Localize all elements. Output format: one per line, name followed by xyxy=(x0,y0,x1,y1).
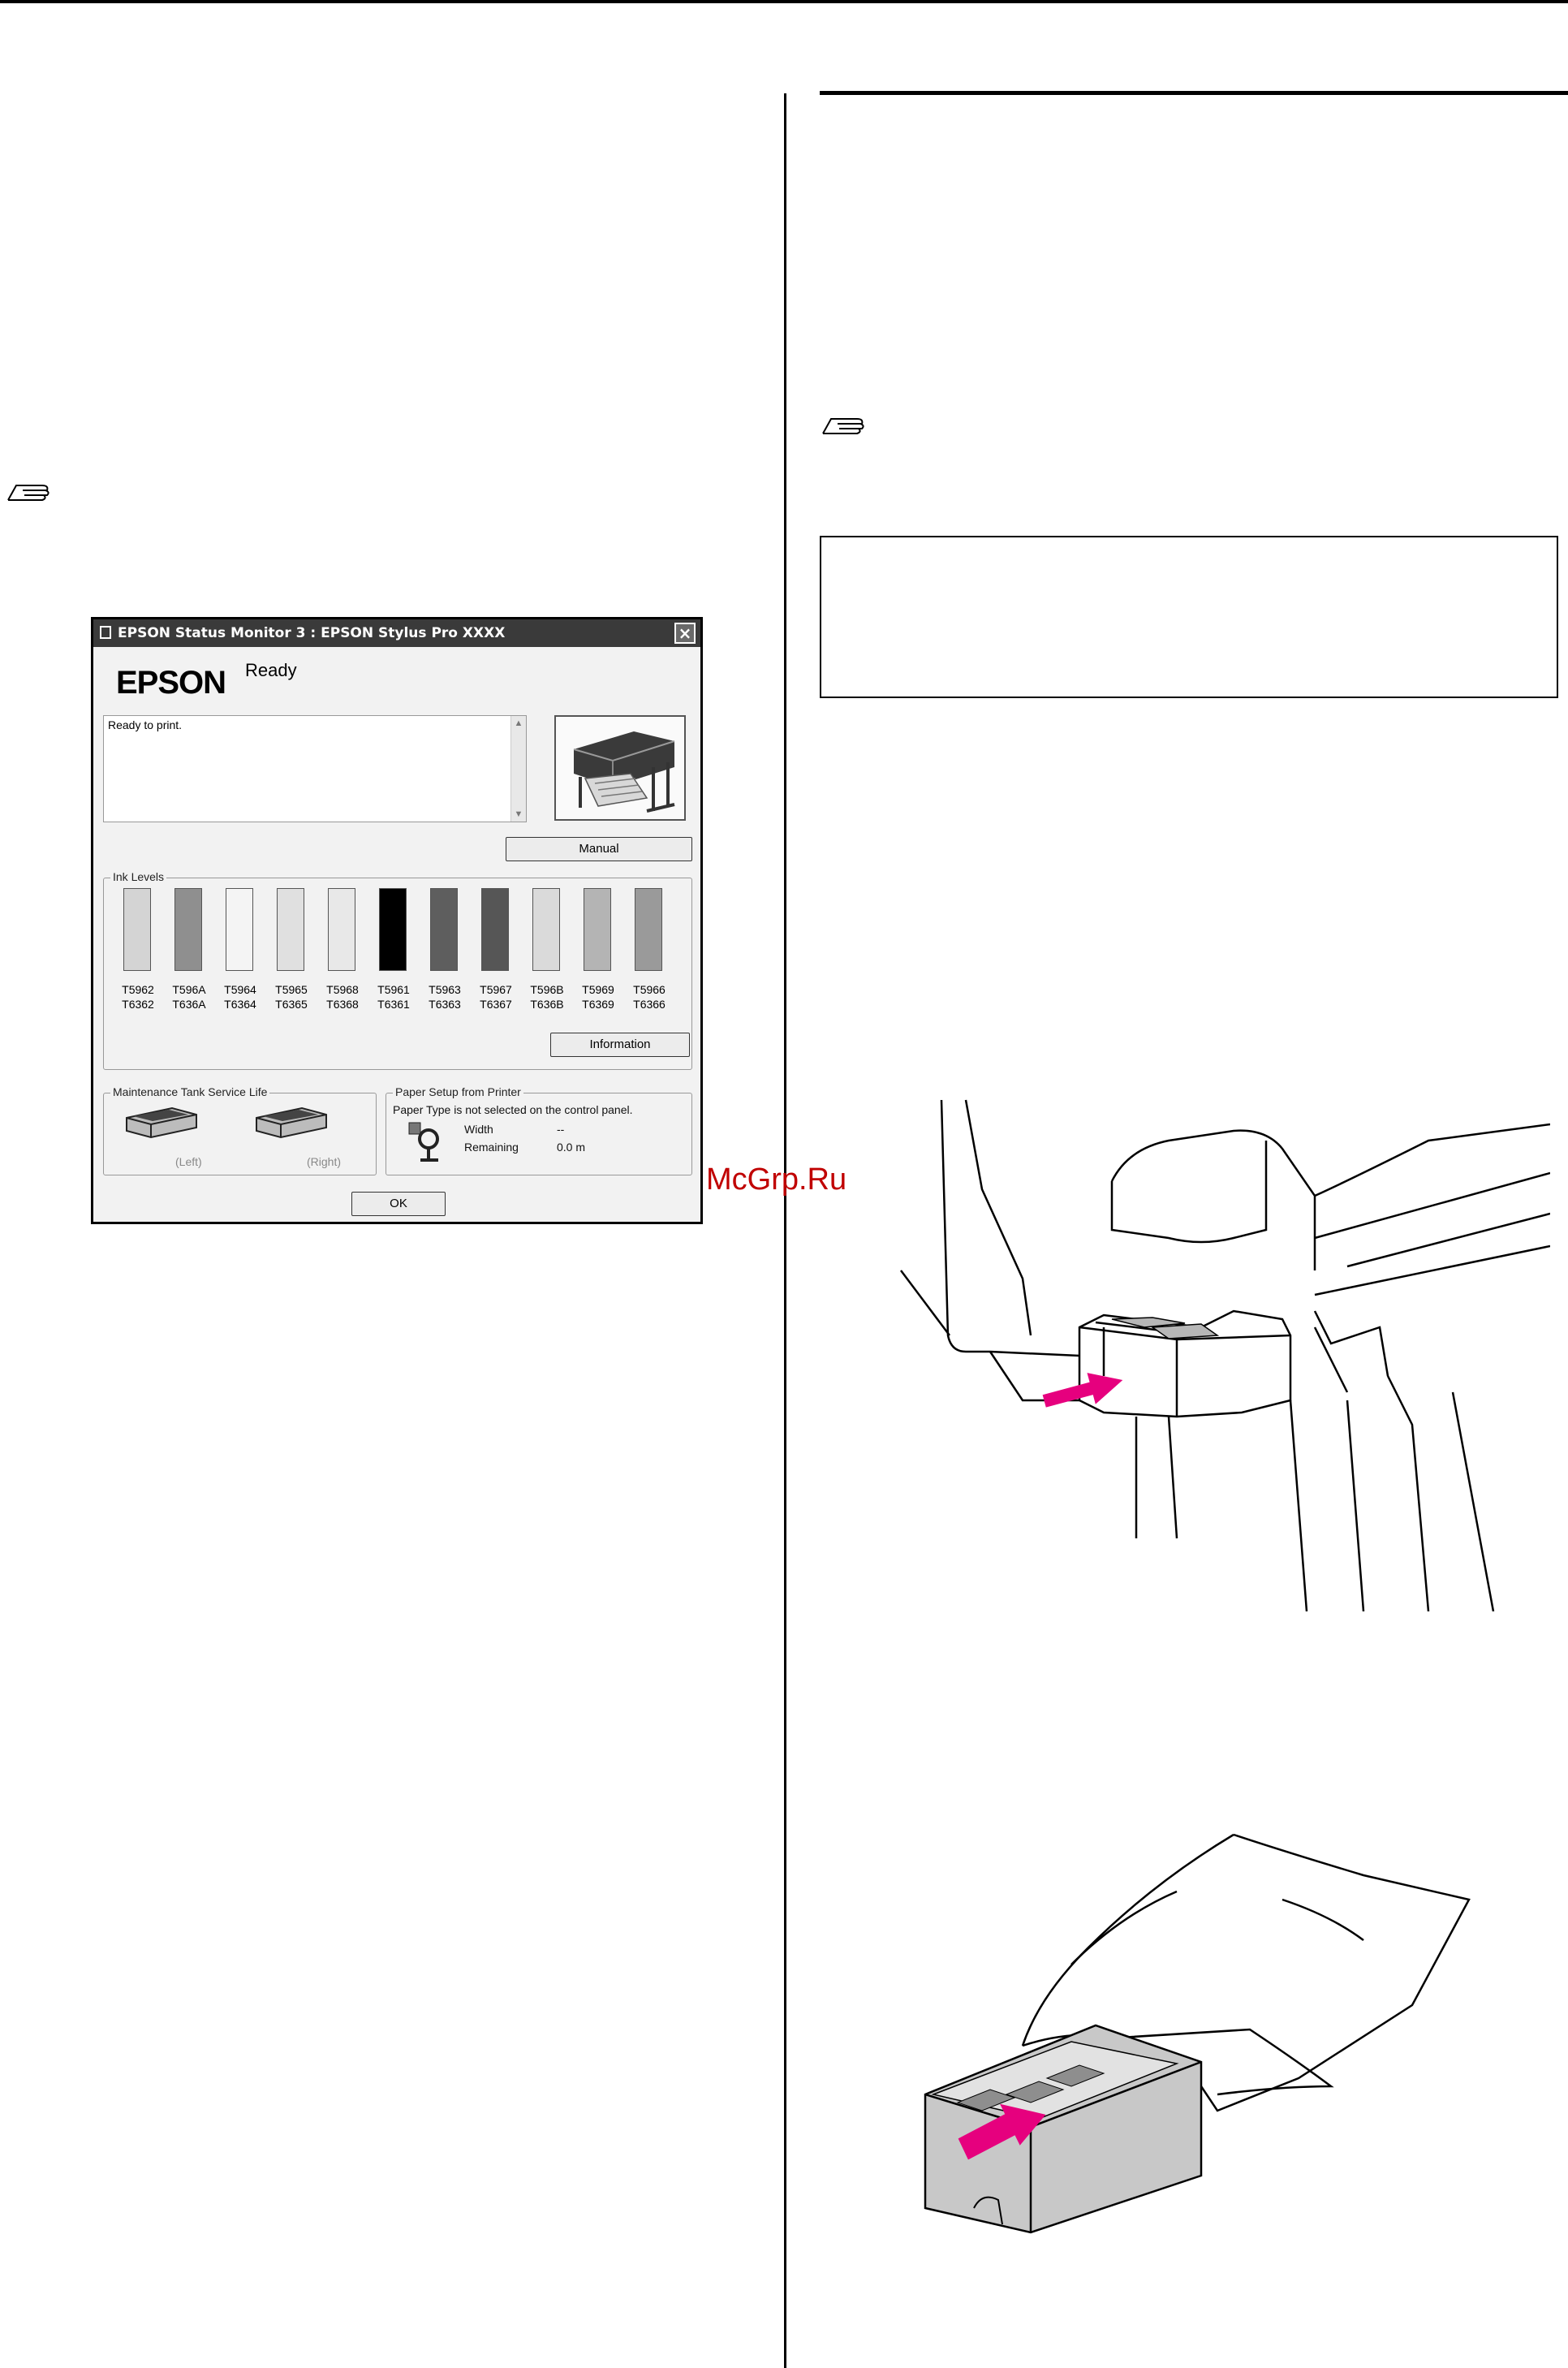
ink-code-primary: T5964 xyxy=(224,983,256,996)
remaining-value: 0.0 m xyxy=(557,1141,586,1154)
ink-cartridge xyxy=(277,888,304,971)
ink-code-secondary: T636B xyxy=(530,998,564,1011)
ink-code-primary: T596B xyxy=(530,983,564,996)
scroll-up-icon[interactable]: ▲ xyxy=(514,718,523,728)
close-icon[interactable]: × xyxy=(674,623,696,644)
tank-bagging-illustration xyxy=(909,1818,1493,2273)
tank-right-label: (Right) xyxy=(307,1155,342,1168)
ok-button[interactable]: OK xyxy=(351,1192,446,1216)
printer-status: Ready xyxy=(245,660,297,680)
ink-code-secondary: T6363 xyxy=(429,998,461,1011)
ink-code-primary: T596A xyxy=(172,983,206,996)
ink-code-secondary: T6366 xyxy=(633,998,666,1011)
hand-note-icon xyxy=(6,479,55,503)
ink-code xyxy=(420,982,469,1011)
ink-cartridge xyxy=(328,888,355,971)
ink-cartridge xyxy=(226,888,253,971)
width-label: Width xyxy=(464,1123,493,1136)
ink-code xyxy=(267,982,316,1011)
paper-setup-message: Paper Type is not selected on the control panel. xyxy=(393,1103,633,1116)
ink-code-primary: T5969 xyxy=(582,983,614,996)
ink-code-primary: T5965 xyxy=(275,983,308,996)
ink-code-secondary: T6364 xyxy=(224,998,256,1011)
ink-code xyxy=(318,982,367,1011)
message-scrollbar[interactable] xyxy=(510,716,526,822)
ink-code-secondary: T6361 xyxy=(377,998,410,1011)
ink-code-secondary: T6362 xyxy=(122,998,154,1011)
width-value: -- xyxy=(557,1123,565,1136)
ink-cartridge xyxy=(123,888,151,971)
ink-code-primary: T5962 xyxy=(122,983,154,996)
ink-cartridge xyxy=(430,888,458,971)
status-message: Ready to print. xyxy=(108,718,183,731)
paper-setup-label: Paper Setup from Printer xyxy=(393,1085,523,1098)
ink-code xyxy=(369,982,418,1011)
ink-cartridge xyxy=(481,888,509,971)
ink-code xyxy=(165,982,213,1011)
ink-cartridge xyxy=(635,888,662,971)
ink-cartridge xyxy=(584,888,611,971)
ink-code xyxy=(574,982,622,1011)
column-divider xyxy=(784,93,786,2368)
maintenance-tank-icon xyxy=(123,1103,200,1141)
ink-code-secondary: T6369 xyxy=(582,998,614,1011)
hand-note-icon xyxy=(821,412,870,437)
tank-left-label: (Left) xyxy=(175,1155,202,1168)
ink-code xyxy=(216,982,265,1011)
section-rule xyxy=(820,91,1568,95)
ink-code-primary: T5967 xyxy=(480,983,512,996)
epson-logo: EPSON xyxy=(116,665,226,701)
status-monitor-dialog xyxy=(91,617,703,1224)
status-message-box xyxy=(103,715,527,822)
printer-icon xyxy=(554,715,686,821)
ink-levels-label: Ink Levels xyxy=(110,870,166,883)
maintenance-tank-label: Maintenance Tank Service Life xyxy=(110,1085,269,1098)
ink-code-secondary: T6365 xyxy=(275,998,308,1011)
ink-cartridge xyxy=(532,888,560,971)
paper-setup-group xyxy=(386,1085,692,1175)
information-button[interactable]: Information xyxy=(550,1033,690,1057)
ink-code xyxy=(523,982,571,1011)
manual-button[interactable]: Manual xyxy=(506,837,692,861)
maintenance-tank-group xyxy=(103,1085,377,1175)
ink-code-secondary: T6368 xyxy=(326,998,359,1011)
top-rule xyxy=(0,0,1568,3)
ink-code xyxy=(472,982,520,1011)
maintenance-tank-icon xyxy=(253,1103,330,1141)
note-box xyxy=(820,536,1558,698)
ink-cartridge xyxy=(379,888,407,971)
dialog-titlebar xyxy=(93,619,700,647)
paper-info-icon xyxy=(407,1121,442,1165)
scroll-down-icon[interactable]: ▼ xyxy=(514,809,523,819)
ink-code-primary: T5961 xyxy=(377,983,410,996)
ink-code-primary: T5968 xyxy=(326,983,359,996)
dialog-title: EPSON Status Monitor 3 : EPSON Stylus Pro XXXX xyxy=(118,625,506,641)
app-icon xyxy=(100,626,111,639)
remaining-label: Remaining xyxy=(464,1141,519,1154)
ink-code xyxy=(625,982,674,1011)
ink-levels-group xyxy=(103,870,692,1070)
ink-code-primary: T5966 xyxy=(633,983,666,996)
ink-code xyxy=(114,982,162,1011)
ink-code-secondary: T636A xyxy=(172,998,206,1011)
ink-cartridge xyxy=(174,888,202,971)
watermark: McGrp.Ru xyxy=(706,1162,847,1197)
ink-code-primary: T5963 xyxy=(429,983,461,996)
printer-tank-removal-illustration xyxy=(860,1092,1550,1611)
ink-code-secondary: T6367 xyxy=(480,998,512,1011)
